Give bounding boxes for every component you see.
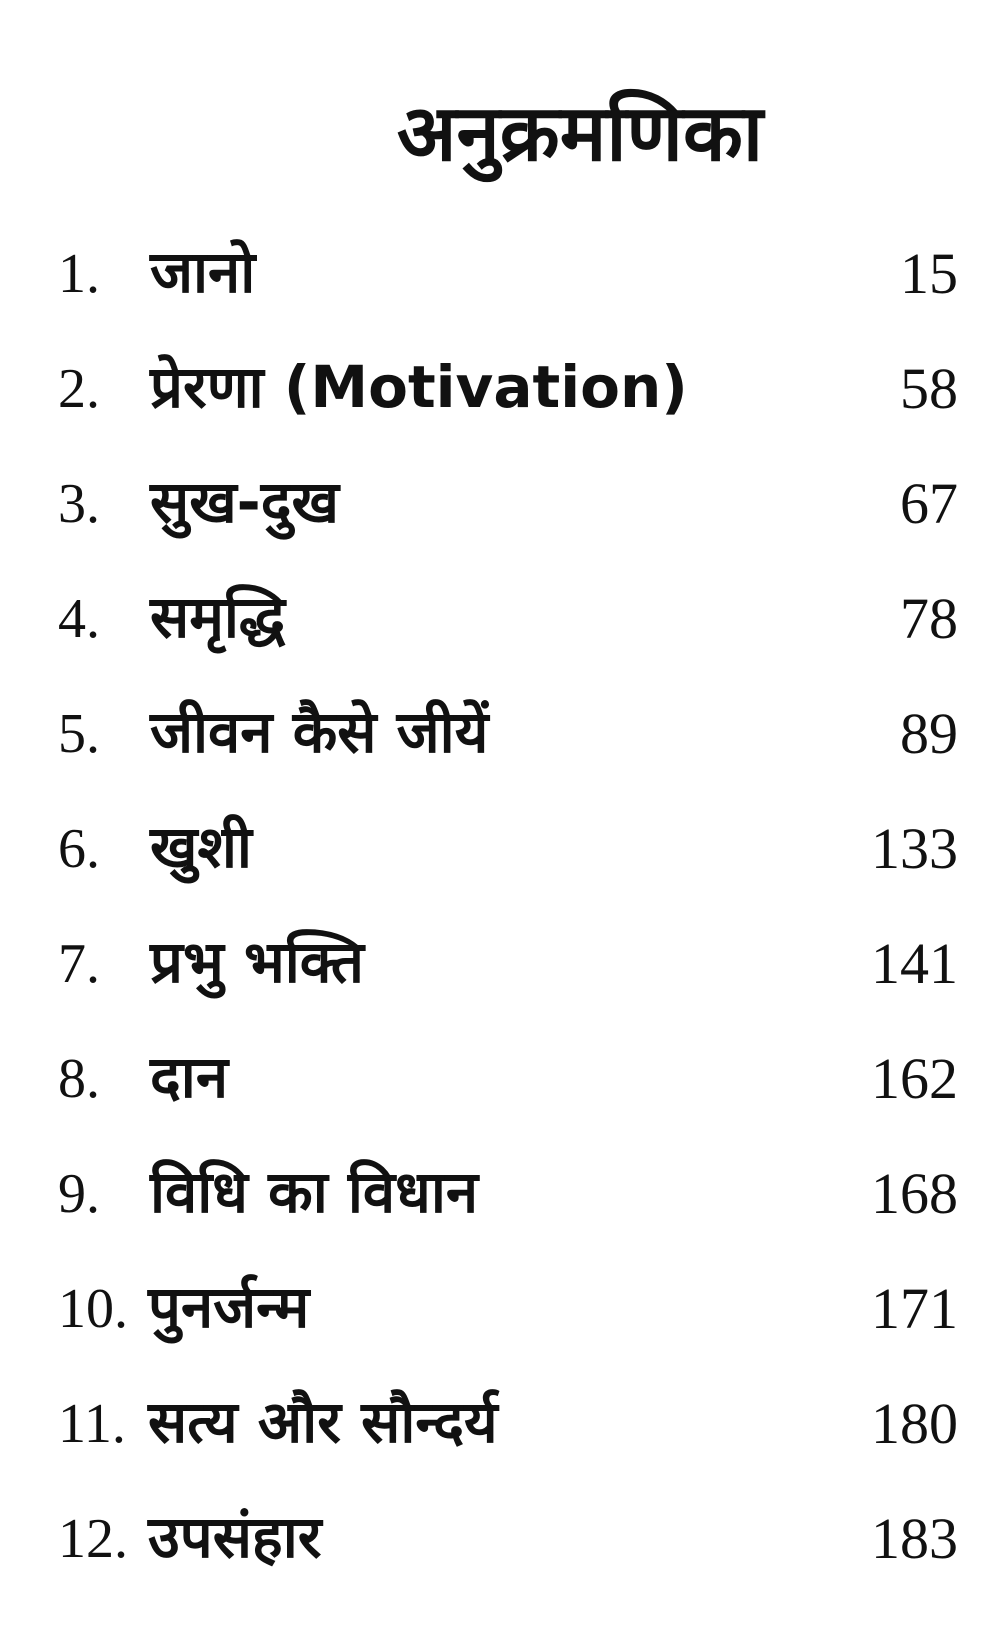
entry-title: उपसंहार <box>148 1503 322 1571</box>
entry-page-number: 67 <box>900 471 958 536</box>
entry-number: 12. <box>58 1508 128 1570</box>
entry-page-number: 162 <box>871 1046 958 1111</box>
entry-page-number: 183 <box>871 1506 958 1571</box>
entry-title: खुशी <box>150 813 252 881</box>
toc-entry-7 <box>58 922 958 1037</box>
entry-page-number: 168 <box>871 1161 958 1226</box>
entry-title: विधि का विधान <box>150 1158 479 1226</box>
entry-number: 11. <box>58 1393 126 1455</box>
entry-page-number: 15 <box>900 241 958 306</box>
toc-entry-12 <box>58 1497 958 1612</box>
table-of-contents <box>58 232 958 1612</box>
entry-title: सुख-दुख <box>150 468 339 536</box>
toc-entry-10 <box>58 1267 958 1382</box>
entry-page-number: 58 <box>900 356 958 421</box>
entry-number: 10. <box>58 1278 128 1340</box>
entry-number: 8. <box>58 1048 100 1110</box>
toc-entry-8 <box>58 1037 958 1152</box>
entry-title: जीवन कैसे जीयें <box>150 698 489 766</box>
entry-title: प्रभु भक्ति <box>150 928 364 996</box>
entry-title: जानो <box>150 238 256 306</box>
entry-page-number: 78 <box>900 586 958 651</box>
entry-title: दान <box>150 1043 229 1111</box>
entry-number: 9. <box>58 1163 100 1225</box>
entry-title: प्रेरणा (Motivation) <box>150 353 688 421</box>
toc-entry-9 <box>58 1152 958 1267</box>
toc-entry-1 <box>58 232 958 347</box>
entry-number: 4. <box>58 588 100 650</box>
entry-page-number: 180 <box>871 1391 958 1456</box>
toc-entry-3 <box>58 462 958 577</box>
page-title: अनुक्रमणिका <box>396 89 764 180</box>
entry-number: 7. <box>58 933 100 995</box>
entry-number: 3. <box>58 473 100 535</box>
entry-number: 2. <box>58 358 100 420</box>
entry-number: 1. <box>58 243 100 305</box>
entry-number: 6. <box>58 818 100 880</box>
toc-entry-6 <box>58 807 958 922</box>
entry-page-number: 171 <box>871 1276 958 1341</box>
entry-title: पुनर्जन्म <box>148 1273 310 1341</box>
entry-title: सत्य और सौन्दर्य <box>148 1388 498 1456</box>
entry-number: 5. <box>58 703 100 765</box>
entry-title: समृद्धि <box>150 583 286 651</box>
entry-page-number: 141 <box>871 931 958 996</box>
entry-page-number: 89 <box>900 701 958 766</box>
toc-entry-11 <box>58 1382 958 1497</box>
toc-entry-2 <box>58 347 958 462</box>
entry-page-number: 133 <box>871 816 958 881</box>
toc-entry-5 <box>58 692 958 807</box>
toc-entry-4 <box>58 577 958 692</box>
